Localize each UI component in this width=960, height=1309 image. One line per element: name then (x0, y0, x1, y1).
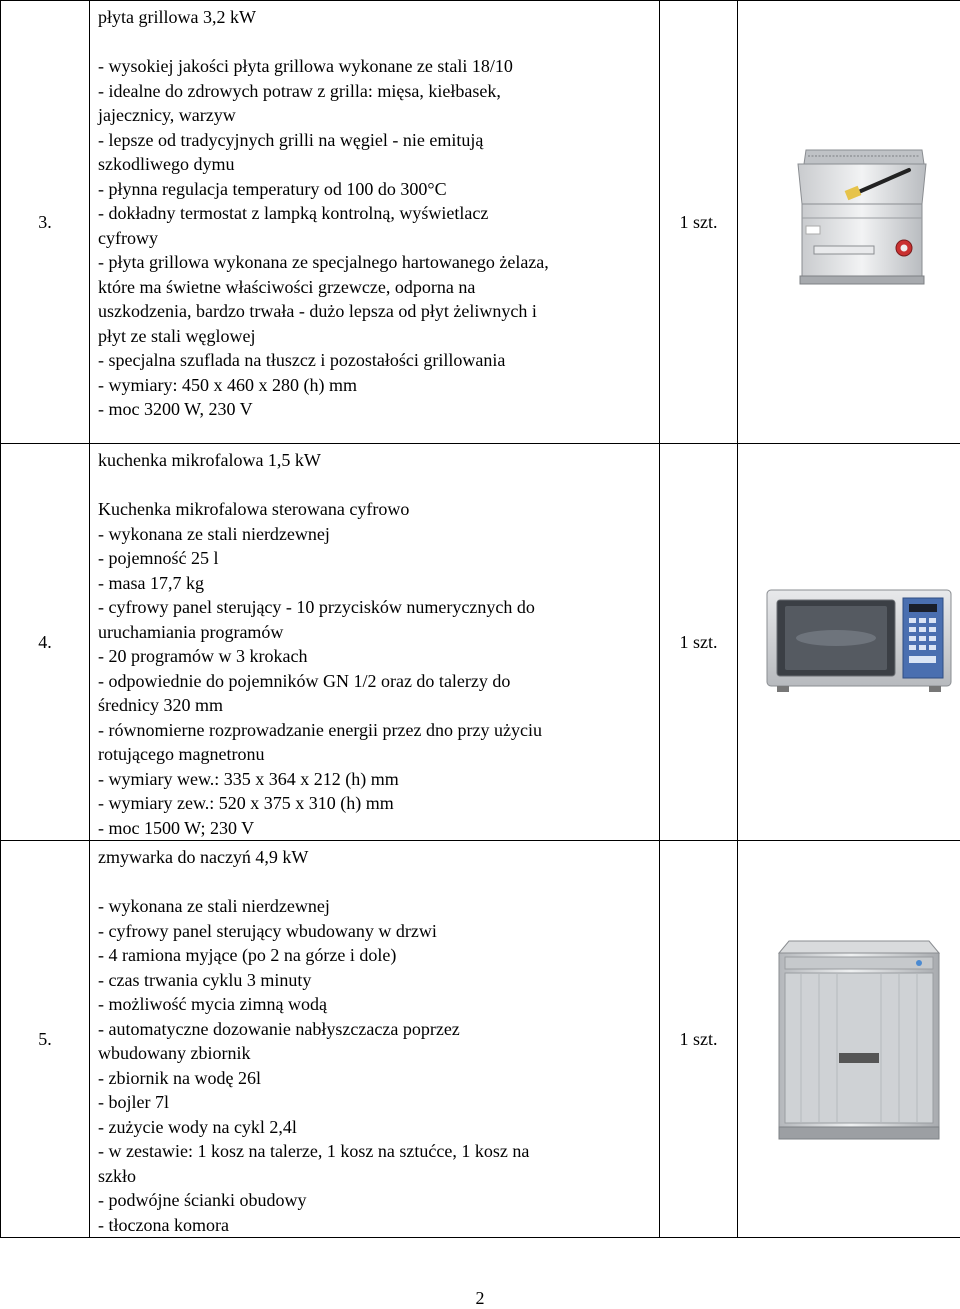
item-description (90, 1, 660, 444)
desc-line: - płynna regulacja temperatury od 100 do 300°C (98, 177, 651, 202)
desc-line: szkło (98, 1164, 651, 1189)
desc-line: - podwójne ścianki obudowy (98, 1188, 651, 1213)
desc-line: wbudowany zbiornik (98, 1041, 651, 1066)
desc-line: - idealne do zdrowych potraw z grilla: mięsa, kiełbasek, (98, 79, 651, 104)
desc-line: - odpowiednie do pojemników GN 1/2 oraz do talerzy do (98, 669, 651, 694)
microwave-icon (738, 586, 960, 698)
item-quantity: 1 szt. (660, 1, 738, 444)
desc-line: - zbiornik na wodę 26l (98, 1066, 651, 1091)
item-title: zmywarka do naczyń 4,9 kW (98, 845, 651, 870)
desc-line: - bojler 7l (98, 1090, 651, 1115)
desc-line: - specjalna szuflada na tłuszcz i pozostałości grillowania (98, 348, 651, 373)
item-quantity: 1 szt. (660, 841, 738, 1238)
item-title: kuchenka mikrofalowa 1,5 kW (98, 448, 651, 473)
item-image (738, 1, 960, 444)
desc-line: - wysokiej jakości płyta grillowa wykonane ze stali 18/10 (98, 54, 651, 79)
item-quantity: 1 szt. (660, 444, 738, 841)
desc-line: - cyfrowy panel sterujący - 10 przycisków numerycznych do (98, 595, 651, 620)
desc-line: - moc 1500 W; 230 V (98, 816, 651, 841)
desc-line: - równomierne rozprowadzanie energii przez dno przy użyciu (98, 718, 651, 743)
desc-line: szkodliwego dymu (98, 152, 651, 177)
desc-line: - wykonana ze stali nierdzewnej (98, 894, 651, 919)
desc-line: średnicy 320 mm (98, 693, 651, 718)
item-number: 3. (1, 1, 90, 444)
item-number: 5. (1, 841, 90, 1238)
desc-line: - pojemność 25 l (98, 546, 651, 571)
desc-line: - automatyczne dozowanie nabłyszczacza poprzez (98, 1017, 651, 1042)
desc-line: płyt ze stali węglowej (98, 324, 651, 349)
desc-line: uruchamiania programów (98, 620, 651, 645)
item-number: 4. (1, 444, 90, 841)
desc-line: - 4 ramiona myjące (po 2 na górze i dole) (98, 943, 651, 968)
desc-line: Kuchenka mikrofalowa sterowana cyfrowo (98, 497, 651, 522)
item-description (90, 841, 660, 1238)
desc-line: - cyfrowy panel sterujący wbudowany w drzwi (98, 919, 651, 944)
item-image (738, 444, 960, 841)
page-number: 2 (0, 1288, 960, 1309)
item-title: płyta grillowa 3,2 kW (98, 5, 651, 30)
table-row (1, 444, 960, 841)
desc-line: uszkodzenia, bardzo trwała - dużo lepsza od płyt żeliwnych i (98, 299, 651, 324)
desc-line: - wymiary: 450 x 460 x 280 (h) mm (98, 373, 651, 398)
table-row (1, 1, 960, 444)
desc-line: - moc 3200 W, 230 V (98, 397, 651, 422)
desc-line: rotującego magnetronu (98, 742, 651, 767)
desc-line: - 20 programów w 3 krokach (98, 644, 651, 669)
desc-line: - dokładny termostat z lampką kontrolną, wyświetlacz (98, 201, 651, 226)
desc-line: cyfrowy (98, 226, 651, 251)
desc-line: - wymiary zew.: 520 x 375 x 310 (h) mm (98, 791, 651, 816)
grill-plate-icon (738, 142, 960, 302)
desc-line: - płyta grillowa wykonana ze specjalnego hartowanego żelaza, (98, 250, 651, 275)
item-image (738, 841, 960, 1238)
desc-line: - czas trwania cyklu 3 minuty (98, 968, 651, 993)
desc-line: - wykonana ze stali nierdzewnej (98, 522, 651, 547)
dishwasher-icon (738, 931, 960, 1147)
desc-line: - możliwość mycia zimną wodą (98, 992, 651, 1017)
desc-line: - w zestawie: 1 kosz na talerze, 1 kosz na sztućce, 1 kosz na (98, 1139, 651, 1164)
desc-line: - zużycie wody na cykl 2,4l (98, 1115, 651, 1140)
table-row (1, 841, 960, 1238)
desc-line: - lepsze od tradycyjnych grilli na węgiel - nie emitują (98, 128, 651, 153)
desc-line: jajecznicy, warzyw (98, 103, 651, 128)
desc-line: - tłoczona komora (98, 1213, 651, 1238)
desc-line: które ma świetne właściwości grzewcze, odporna na (98, 275, 651, 300)
desc-line: - wymiary wew.: 335 x 364 x 212 (h) mm (98, 767, 651, 792)
desc-line: - masa 17,7 kg (98, 571, 651, 596)
item-description (90, 444, 660, 841)
